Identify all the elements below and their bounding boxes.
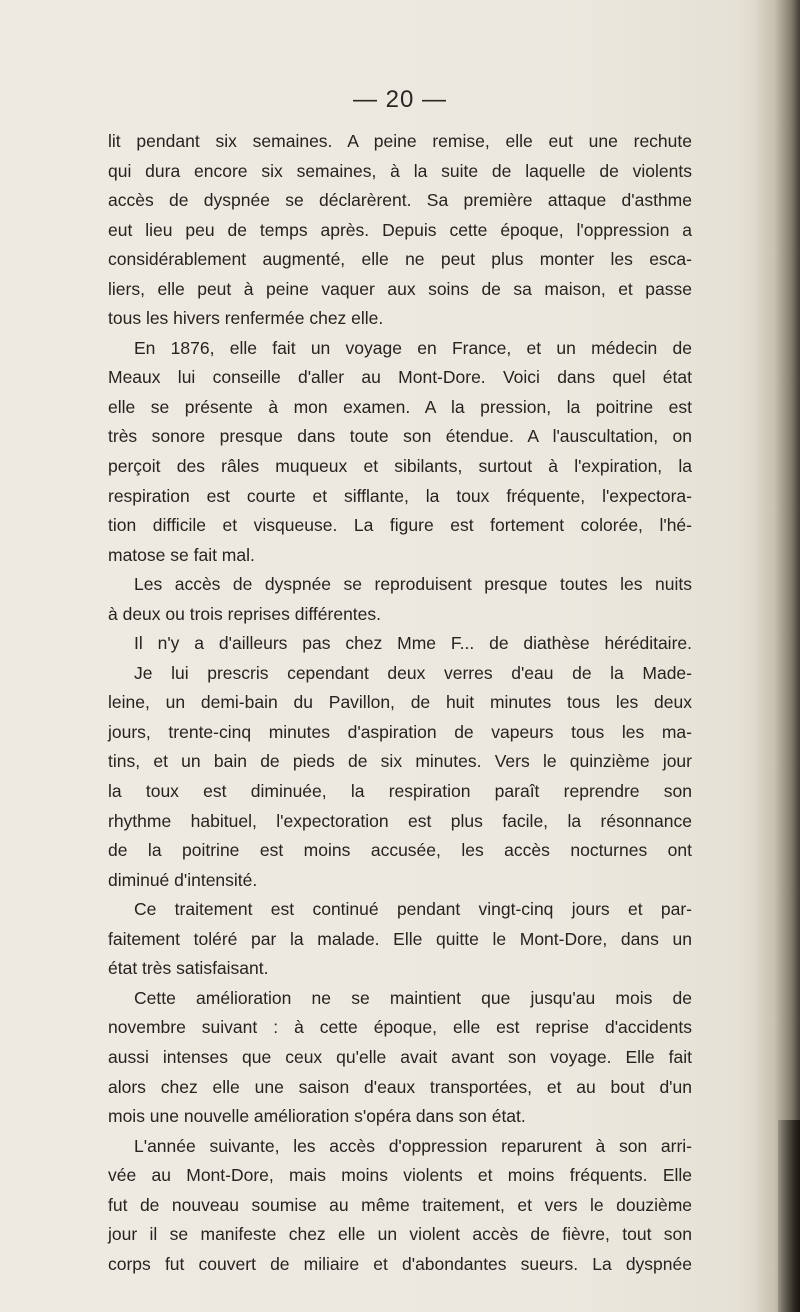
text-line: liers, elle peut à peine vaquer aux soins de sa maison, et passe xyxy=(108,278,692,299)
text-line: matose se fait mal. xyxy=(108,544,255,565)
text-line: de la poitrine est moins accusée, les accès nocturnes ont xyxy=(108,840,692,861)
text-line: rhythme habituel, l'expectoration est plus facile, la résonnance xyxy=(108,810,692,831)
text-line: à deux ou trois reprises différentes. xyxy=(108,603,382,624)
text-line: respiration est courte et sifflante, la toux fréquente, l'expectora- xyxy=(108,485,692,506)
text-line: tins, et un bain de pieds de six minutes. Vers le quinzième jour xyxy=(108,751,692,772)
page-edge-dark xyxy=(778,1120,800,1312)
text-line: Meaux lui conseille d'aller au Mont-Dore. Voici dans quel état xyxy=(108,367,692,388)
text-line: lit pendant six semaines. A peine remise, elle eut une rechute xyxy=(108,131,692,151)
text-line: elle se présente à mon examen. A la pression, la poitrine est xyxy=(108,396,692,417)
text-line: accès de dyspnée se déclarèrent. Sa première attaque d'asthme xyxy=(108,190,692,211)
text-line: alors chez elle une saison d'eaux transportées, et au bout d'un xyxy=(108,1076,692,1097)
text-line: la toux est diminuée, la respiration paraît reprendre son xyxy=(108,781,692,802)
text-line: vée au Mont-Dore, mais moins violents et moins fréquents. Elle xyxy=(108,1165,692,1186)
text-line: jours, trente-cinq minutes d'aspiration de vapeurs tous les ma- xyxy=(108,721,692,742)
text-line: En 1876, elle fait un voyage en France, et un médecin de xyxy=(134,337,692,358)
text-line: aussi intenses que ceux qu'elle avait avant son voyage. Elle fait xyxy=(108,1046,692,1067)
text-line: tous les hivers renfermée chez elle. xyxy=(108,308,384,329)
page-number: — 20 — xyxy=(352,86,448,113)
text-line: fut de nouveau soumise au même traitement, et vers le douzième xyxy=(108,1194,692,1215)
text-line: Je lui prescris cependant deux verres d'eau de la Made- xyxy=(134,662,692,683)
text-line: L'année suivante, les accès d'oppression reparurent à son arri- xyxy=(134,1135,692,1156)
page-edge-shadow xyxy=(754,0,800,1312)
text-line: très sonore presque dans toute son étendue. A l'auscultation, on xyxy=(108,426,692,447)
text-line: état très satisfaisant. xyxy=(108,958,269,979)
text-line: Ce traitement est continué pendant vingt-cinq jours et par- xyxy=(134,899,692,920)
text-line: jour il se manifeste chez elle un violent accès de fièvre, tout son xyxy=(108,1224,692,1245)
text-line: leine, un demi-bain du Pavillon, de huit minutes tous les deux xyxy=(108,692,692,713)
text-line: corps fut couvert de miliaire et d'abondantes sueurs. La dyspnée xyxy=(108,1253,692,1274)
body-text xyxy=(108,127,692,1279)
text-line: Cette amélioration ne se maintient que jusqu'au mois de xyxy=(134,987,692,1008)
text-line: novembre suivant : à cette époque, elle est reprise d'accidents xyxy=(108,1017,692,1038)
text-line: tion difficile et visqueuse. La figure est fortement colorée, l'hé- xyxy=(108,515,692,536)
text-line: Il n'y a d'ailleurs pas chez Mme F... de diathèse héréditaire. xyxy=(134,633,692,654)
text-line: considérablement augmenté, elle ne peut plus monter les esca- xyxy=(108,249,692,270)
text-line: faitement toléré par la malade. Elle quitte le Mont-Dore, dans un xyxy=(108,928,692,949)
text-line: diminué d'intensité. xyxy=(108,869,258,890)
text-line: Les accès de dyspnée se reproduisent presque toutes les nuits xyxy=(134,574,692,595)
text-line: qui dura encore six semaines, à la suite de laquelle de violents xyxy=(108,160,692,181)
text-line: mois une nouvelle amélioration s'opéra dans son état. xyxy=(108,1106,526,1127)
text-line: perçoit des râles muqueux et sibilants, surtout à l'expiration, la xyxy=(108,456,692,477)
text-line: eut lieu peu de temps après. Depuis cette époque, l'oppression a xyxy=(108,219,692,240)
